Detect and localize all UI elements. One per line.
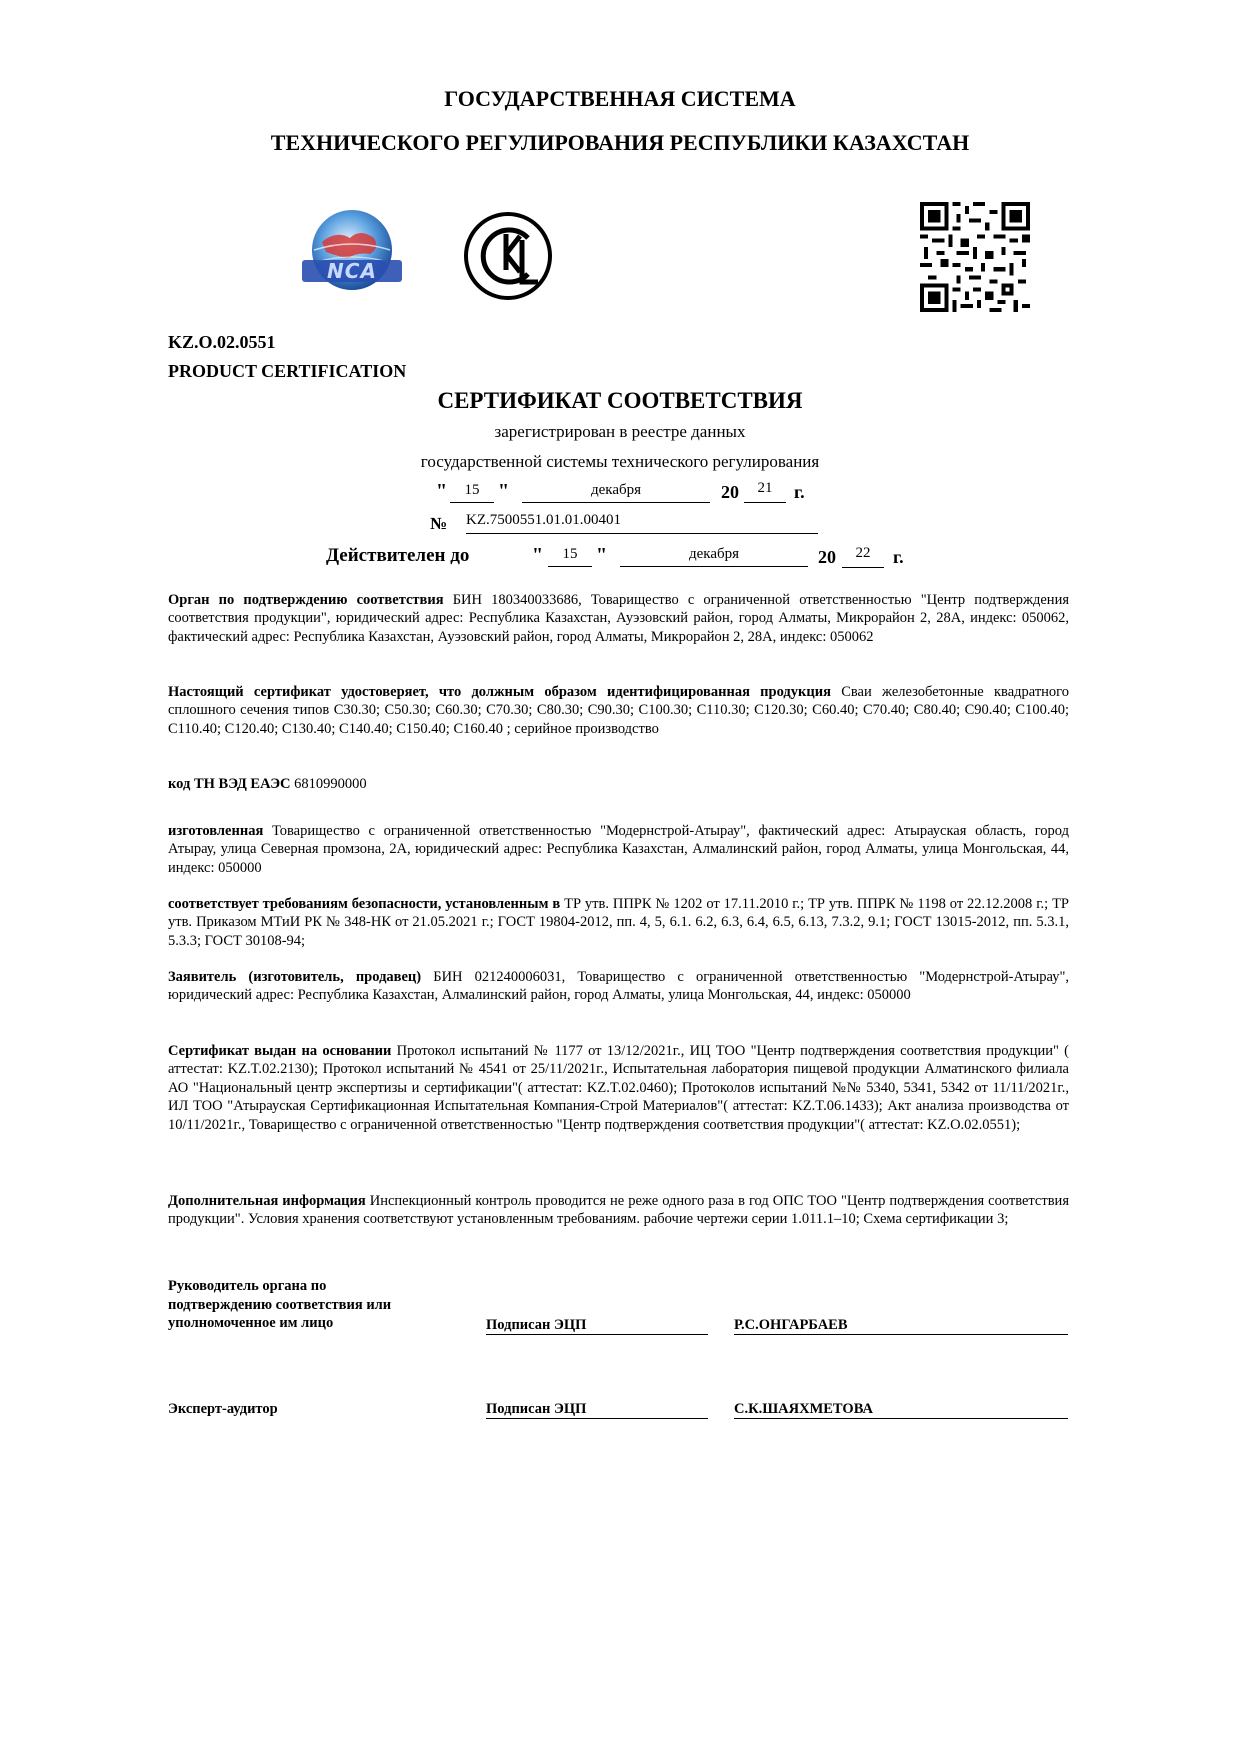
section-requirements <box>168 895 1069 950</box>
section-manufacturer <box>168 822 1069 877</box>
cert-code: KZ.O.02.0551 <box>168 332 276 352</box>
issue-day: 15 <box>450 482 494 503</box>
expert-label: Эксперт-аудитор <box>168 1401 278 1417</box>
expert-name: С.К.ШАЯХМЕТОВА <box>734 1400 1068 1419</box>
section-label: код ТН ВЭД ЕАЭС <box>168 776 291 792</box>
header-line-1: ГОСУДАРСТВЕННАЯ СИСТЕМА <box>444 86 796 111</box>
valid-year-prefix: 20 <box>818 547 836 567</box>
section-label: изготовленная <box>168 823 264 839</box>
issue-year-suffix: 21 <box>744 480 786 503</box>
number-label: № <box>430 514 448 533</box>
section-label: Орган по подтверждению соответствия <box>168 592 444 608</box>
section-product <box>168 683 1069 738</box>
section-text: БИН 021240006031, Товарищество с ограниченной ответственностью "Модернстрой-Атырау", юридический адрес: Республика Казахстан, Алмалинский район, город Алматы, улица Монгольская, 44, индекс: 050000 <box>168 969 1069 1004</box>
section-text: БИН 180340033686, Товарищество с ограниченной ответственностью "Центр подтверждения соответствия продукции", юридический адрес: Республика Казахстан, Ауэзовский район, город Алматы, Микрорайон 2, 28А, индекс: 050062, фактический адрес: Республика Казахстан, Ауэзовский район, город Алматы, Микрорайон 2, 28А, индекс: 050062 <box>168 592 1069 645</box>
head-signatory-label <box>168 1277 391 1333</box>
expert-signature: Подписан ЭЦП <box>486 1400 708 1419</box>
section-text: 6810990000 <box>290 776 367 792</box>
section-additional-info <box>168 1192 1069 1229</box>
certificate-title: СЕРТИФИКАТ СООТВЕТСТВИЯ <box>437 388 803 413</box>
valid-quote-close: " <box>596 544 608 566</box>
product-certification: PRODUCT CERTIFICATION <box>168 361 407 381</box>
valid-month: декабря <box>620 546 808 567</box>
issue-year-prefix: 20 <box>721 482 739 502</box>
issue-quote-open: " <box>436 480 448 502</box>
conformity-mark <box>462 210 554 302</box>
section-certification-body <box>168 591 1069 646</box>
section-label: Дополнительная информация <box>168 1193 366 1209</box>
valid-year-tail: г. <box>893 547 904 567</box>
section-text: Протокол испытаний № 1177 от 13/12/2021г., ИЦ ТОО "Центр подтверждения соответствия продукции" ( аттестат: KZ.T.02.2130); Протокол испытаний № 4541 от 25/11/2021г., Испытательная лаборатория пищевой продукции Алматинского филиала АО "Национальный центр экспертизы и сертификации"( аттестат: KZ.T.02.0460); Протоколов испытаний №№ 5340, 5341, 5342 от 11/11/2021г., ИЛ ТОО "Атырауская Сертификационная Испытательная Компания-Строй Материалов"( аттестат: KZ.T.06.1433); Акт анализа производства от 10/11/2021г., Товарищество с ограниченной ответственностью "Центр подтверждения соответствия продукции"( аттестат: KZ.O.02.0551); <box>168 1043 1069 1133</box>
qr-code <box>920 202 1030 312</box>
section-text: Товарищество с ограниченной ответственностью "Модернстрой-Атырау", фактический адрес: Атырауская область, город Атырау, улица Северная промзона, 2А, юридический адрес: Республика Казахстан, Алмалинский район, город Алматы, улица Монгольская, 44, индекс: 050000 <box>168 823 1069 876</box>
head-label-line-3: уполномоченное им лицо <box>168 1315 334 1331</box>
valid-year-suffix: 22 <box>842 545 884 568</box>
valid-day: 15 <box>548 546 592 567</box>
section-applicant <box>168 968 1069 1005</box>
issue-month: декабря <box>522 482 710 503</box>
section-text: ТР утв. ППРК № 1202 от 17.11.2010 г.; ТР утв. ППРК № 1198 от 22.12.2008 г.; ТР утв. Приказом МТиИ РК № 348-НК от 21.05.2021 г.; ГОСТ 19804-2012, пп. 4, 5, 6.1. 6.2, 6.3, 6.4, 6.5, 6.13, 7.3.2, 9.1; ГОСТ 13015-2012, пп. 5.3.1, 5.3.3; ГОСТ 30108-94; <box>168 896 1069 949</box>
header-line-2: ТЕХНИЧЕСКОГО РЕГУЛИРОВАНИЯ РЕСПУБЛИКИ КАЗАХСТАН <box>270 130 970 155</box>
section-text: Инспекционный контроль проводится не реже одного раза в год ОПС ТОО "Центр подтверждения соответствия продукции". Условия хранения соответствуют установленным требованиям. рабочие чертежи серии 1.011.1–10; Схема сертификации 3; <box>168 1193 1069 1228</box>
section-label: Сертификат выдан на основании <box>168 1043 392 1059</box>
registered-line-2: государственной системы технического регулирования <box>420 452 820 471</box>
kz-conformity-mark-icon <box>462 210 554 302</box>
valid-until-label: Действителен до <box>326 545 470 566</box>
head-name: Р.С.ОНГАРБАЕВ <box>734 1316 1068 1335</box>
section-label: соответствует требованиям безопасности, установленным в <box>168 896 561 912</box>
section-label: Заявитель (изготовитель, продавец) <box>168 969 422 985</box>
certificate-number: KZ.7500551.01.01.00401 <box>466 512 818 534</box>
nca-logo <box>300 208 404 296</box>
head-label-line-1: Руководитель органа по <box>168 1278 327 1294</box>
qr-code-icon <box>920 202 1030 312</box>
valid-quote-open: " <box>532 544 544 566</box>
section-label: Настоящий сертификат удостоверяет, что должным образом идентифицированная продукция <box>168 684 831 700</box>
section-tn-ved-code <box>168 775 1069 793</box>
section-text: Сваи железобетонные квадратного сплошного сечения типов С30.30; С50.30; С60.30; С70.30; С80.30; С90.30; С100.30; С110.30; С120.30; С60.40; С70.40; С80.40; С90.40; С100.40; С110.40; С120.40; С130.40; С140.40; С150.40; С160.40 ; серийное производство <box>168 684 1070 737</box>
head-label-line-2: подтверждению соответствия или <box>168 1296 392 1313</box>
issue-quote-close: " <box>498 480 510 502</box>
issue-year-tail: г. <box>794 482 805 502</box>
section-issued-basis <box>168 1042 1069 1134</box>
registered-line-1: зарегистрирован в реестре данных <box>494 422 746 441</box>
head-signature: Подписан ЭЦП <box>486 1316 708 1335</box>
nca-logo-text: NCA <box>327 259 377 283</box>
